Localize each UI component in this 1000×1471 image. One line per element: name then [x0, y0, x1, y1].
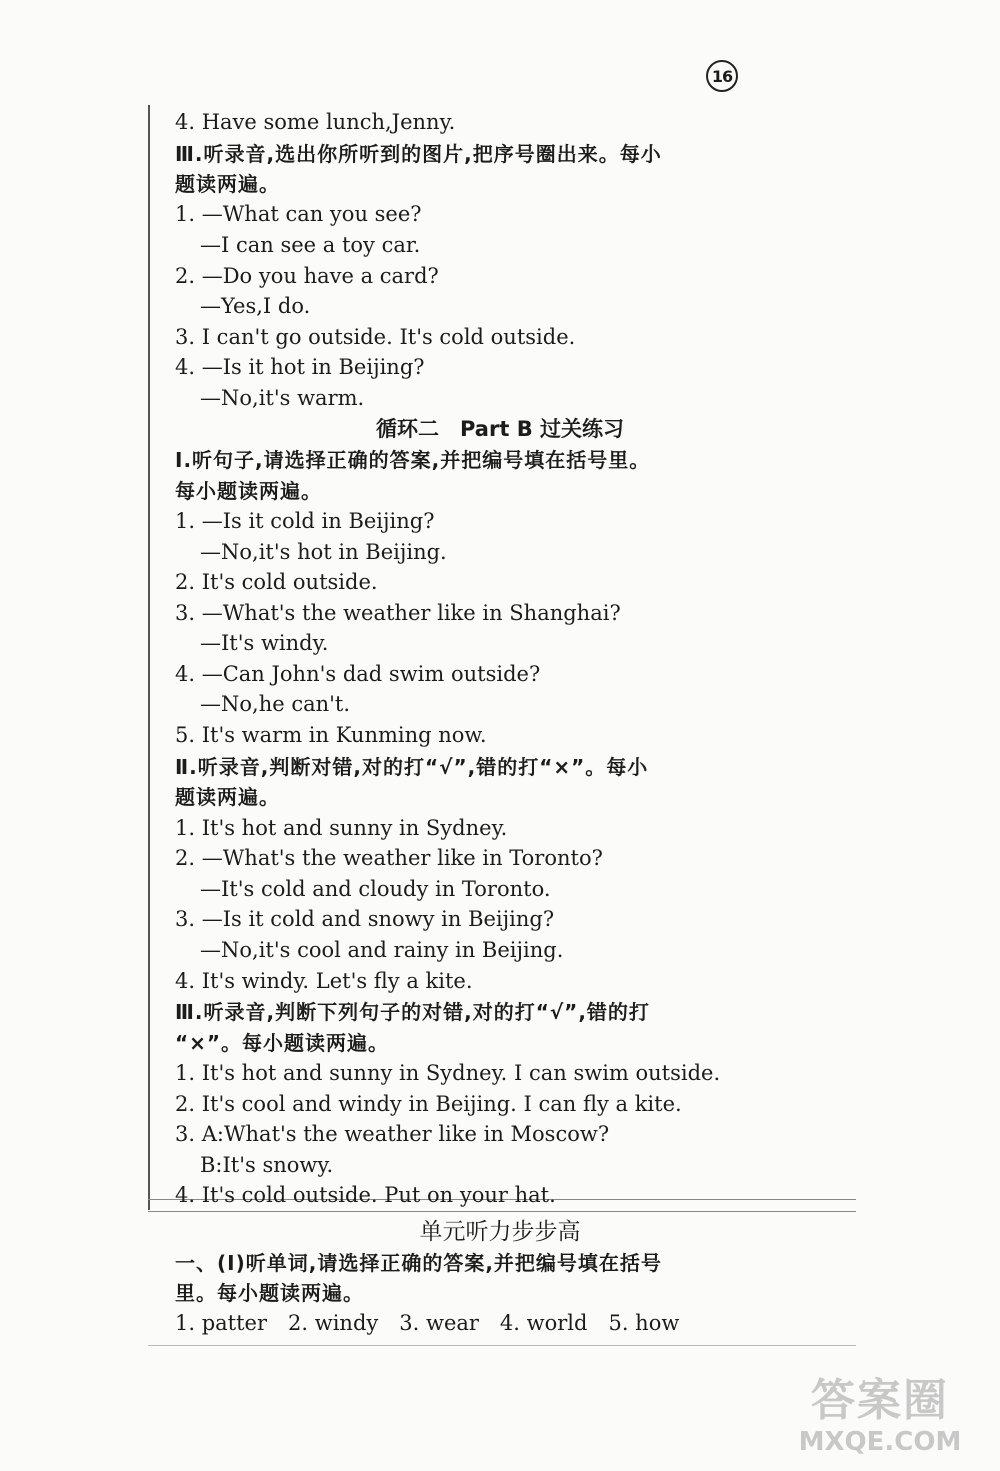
text-line: 2. —Do you have a card?	[175, 264, 439, 288]
exercise-heading: 里。每小题读两遍。	[175, 1281, 364, 1305]
text-line: 2. —What's the weather like in Toronto?	[175, 846, 603, 870]
bottom-divider	[148, 1345, 856, 1346]
left-margin-line	[148, 105, 150, 1210]
part-heading: 循环二 Part B 过关练习	[375, 417, 625, 441]
text-line: —No,it's hot in Beijing.	[200, 540, 447, 564]
text-line: —Yes,I do.	[200, 294, 311, 318]
text-line: 1. It's hot and sunny in Sydney. I can swim outside.	[175, 1061, 721, 1085]
exercise-heading: Ⅲ.听录音,判断下列句子的对错,对的打“√”,错的打	[175, 1000, 650, 1024]
text-line: —It's cold and cloudy in Toronto.	[200, 877, 551, 901]
text-line: 2. It's cool and windy in Beijing. I can fly a kite.	[175, 1092, 682, 1116]
text-line: 3. I can't go outside. It's cold outside.	[175, 325, 576, 349]
text-line: 3. A:What's the weather like in Moscow?	[175, 1122, 610, 1146]
text-line: 5. It's warm in Kunming now.	[175, 723, 487, 747]
text-line: 3. —Is it cold and snowy in Beijing?	[175, 907, 555, 931]
exercise-heading: 题读两遍。	[175, 785, 280, 809]
text-line: 4. —Can John's dad swim outside?	[175, 662, 541, 686]
page-number: 16	[706, 60, 738, 92]
exercise-heading: Ⅱ.听录音,判断对错,对的打“√”,错的打“×”。每小	[175, 755, 649, 779]
text-line: 4. It's windy. Let's fly a kite.	[175, 969, 473, 993]
text-line: —No,it's cool and rainy in Beijing.	[200, 938, 564, 962]
watermark-site: MXQE.COM	[798, 1427, 962, 1457]
text-line: —It's windy.	[200, 631, 329, 655]
text-line: 4. It's cold outside. Put on your hat.	[175, 1183, 556, 1207]
text-line: 4. —Is it hot in Beijing?	[175, 355, 425, 379]
text-line: 2. It's cold outside.	[175, 570, 378, 594]
watermark	[775, 1375, 985, 1457]
text-line: 1. It's hot and sunny in Sydney.	[175, 816, 508, 840]
text-line: 1. —What can you see?	[175, 202, 422, 226]
text-line: 3. —What's the weather like in Shanghai?	[175, 601, 621, 625]
exercise-heading: Ⅰ.听句子,请选择正确的答案,并把编号填在括号里。	[175, 448, 651, 472]
section-title: 单元听力步步高	[419, 1219, 581, 1245]
exercise-heading: Ⅲ.听录音,选出你所听到的图片,把序号圈出来。每小	[175, 142, 662, 166]
text-line: 1. patter 2. windy 3. wear 4. world 5. how	[175, 1311, 680, 1335]
watermark-logo: 答案圈	[811, 1375, 949, 1426]
text-line: —No,he can't.	[200, 692, 351, 716]
text-line: 1. —Is it cold in Beijing?	[175, 509, 435, 533]
text-line: 4. Have some lunch,Jenny.	[175, 110, 456, 134]
exercise-heading: 题读两遍。	[175, 172, 280, 196]
section-divider-lower	[148, 1211, 856, 1212]
text-line: —No,it's warm.	[200, 386, 365, 410]
exercise-heading: 一、(Ⅰ)听单词,请选择正确的答案,并把编号填在括号	[175, 1251, 662, 1275]
text-line: B:It's snowy.	[200, 1153, 334, 1177]
exercise-heading: “×”。每小题读两遍。	[175, 1031, 390, 1055]
exercise-heading: 每小题读两遍。	[175, 479, 322, 503]
text-line: —I can see a toy car.	[200, 233, 421, 257]
